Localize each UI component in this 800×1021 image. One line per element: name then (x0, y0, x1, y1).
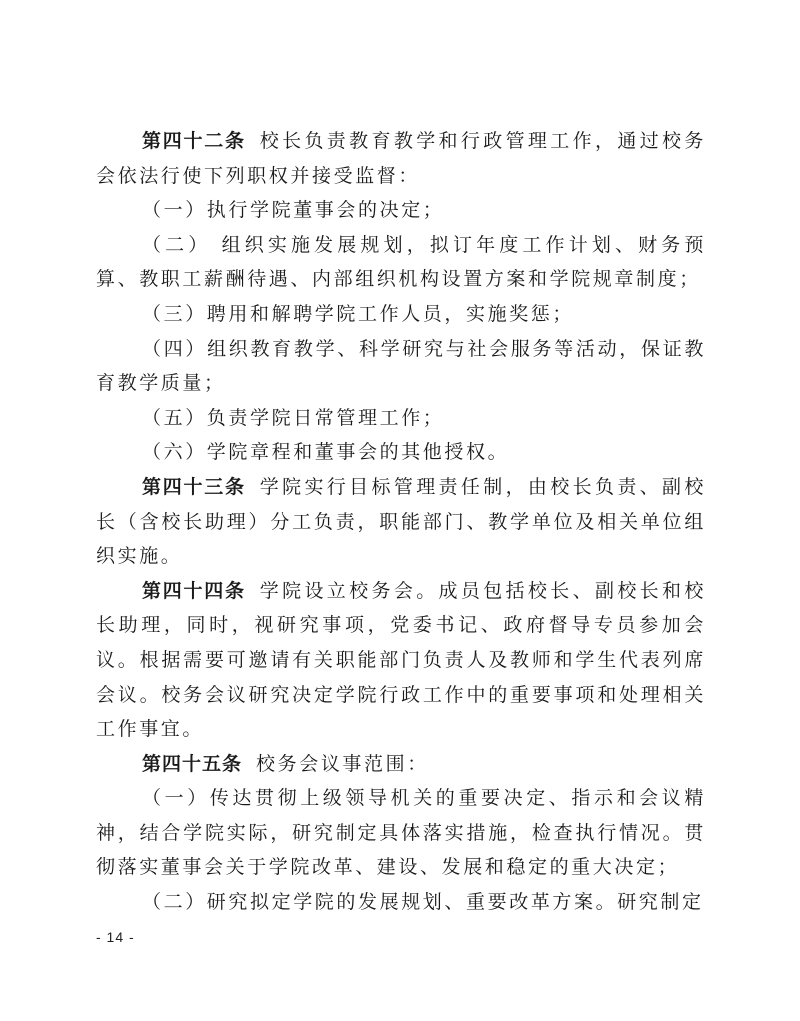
article-43-text: 学院实行目标管理责任制，由校长负责、副校长（含校长助理）分工负责，职能部门、教学单位及相关单位组织实施。 (96, 475, 706, 568)
article-43 (96, 470, 706, 574)
article-44-text: 学院设立校务会。成员包括校长、副校长和校长助理，同时，视研究事项，党委书记、政府督导专员参加会议。根据需要可邀请有关职能部门负责人及教师和学生代表列席会议。校务会议研究决定学院行政工作中的重要事项和处理相关工作事宜。 (96, 579, 706, 741)
article-45-title: 第四十五条 (142, 752, 243, 775)
page-number: - 14 - (96, 929, 135, 945)
article-43-title: 第四十三条 (142, 475, 246, 498)
article-45-intro (96, 747, 706, 782)
article-42-item-3: （三）聘用和解聘学院工作人员，实施奖惩； (142, 302, 575, 325)
article-45-item-2: （二）研究拟定学院的发展规划、重要改革方案。研究制定 (142, 891, 704, 914)
article-45-item-1: （一）传达贯彻上级领导机关的重要决定、指示和会议精神，结合学院实际，研究制定具体落实措施，检查执行情况。贯彻落实董事会关于学院改革、建设、发展和稳定的重大决定； (96, 787, 706, 879)
document-body (96, 124, 706, 920)
article-42-intro (96, 124, 706, 193)
article-44 (96, 574, 706, 747)
article-44-title: 第四十四条 (142, 579, 246, 602)
article-42-item-1: （一）执行学院董事会的决定； (142, 199, 445, 222)
article-42-item-5: （五）负责学院日常管理工作； (142, 406, 445, 429)
article-42-title: 第四十二条 (142, 130, 246, 152)
article-42-item-4: （四）组织教育教学、科学研究与社会服务等活动，保证教育教学质量； (96, 337, 706, 395)
article-42-item-6: （六）学院章程和董事会的其他授权。 (142, 441, 510, 464)
article-45-text: 校务会议事范围： (256, 752, 429, 775)
article-42-item-2: （二） 组织实施发展规划，拟订年度工作计划、财务预算、教职工薪酬待遇、内部组织机构设置方案和学院规章制度； (96, 233, 706, 291)
article-42-text: 校长负责教育教学和行政管理工作，通过校务会依法行使下列职权并接受监督： (96, 130, 706, 187)
